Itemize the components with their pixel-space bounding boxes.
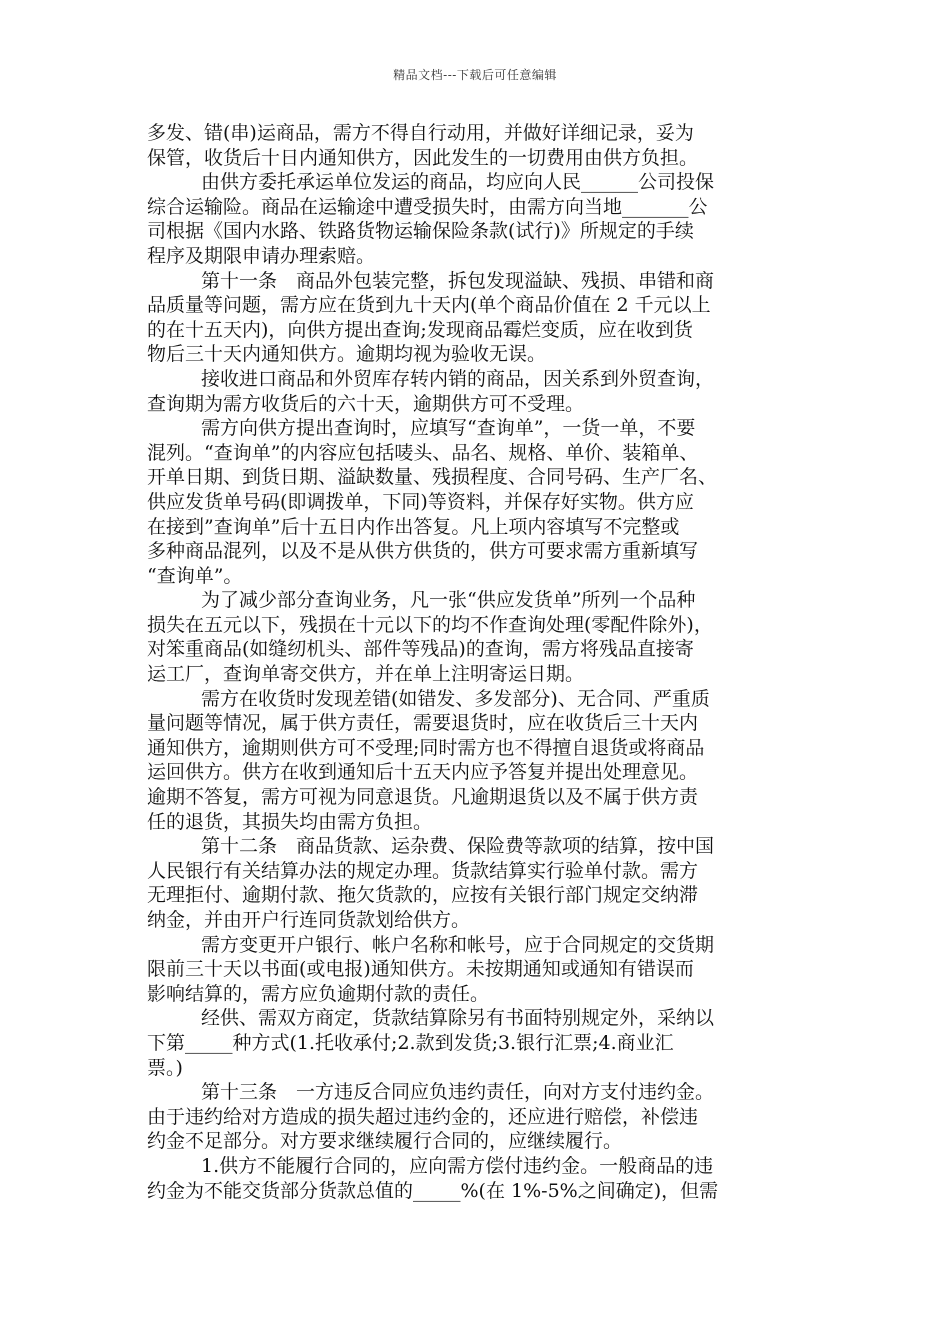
text-line: 品质量等问题，需方应在货到九十天内(单个商品价值在 2 千元以上: [147, 294, 711, 317]
text-line: 物后三十天内通知供方。逾期均视为验收无误。: [147, 343, 547, 366]
text-line: 逾期不答复，需方可视为同意退货。凡逾期退货以及不属于供方责: [147, 786, 699, 809]
text-line: 由于违约给对方造成的损失超过违约金的，还应进行赔偿，补偿违: [147, 1105, 699, 1128]
page-header: 精品文档---下载后可任意编辑: [393, 68, 557, 82]
text-line: 需方在收货时发现差错(如错发、多发部分)、无合同、严重质: [201, 687, 710, 710]
text-line: 第十二条 商品货款、运杂费、保险费等款项的结算，按中国: [201, 835, 715, 858]
text-line: 混列。“查询单”的内容应包括唛头、品名、规格、单价、装箱单、: [147, 441, 699, 464]
text-line: 对笨重商品(如缝纫机头、部件等残品)的查询，需方将残品直接寄: [147, 638, 694, 661]
text-line: 为了减少部分查询业务，凡一张“供应发货单”所列一个品种: [201, 589, 696, 612]
text-line: 多种商品混列，以及不是从供方供货的，供方可要求需方重新填写: [147, 540, 699, 563]
text-line: 1.供方不能履行合同的，应向需方偿付违约金。一般商品的违: [201, 1154, 714, 1177]
text-line: 综合运输险。商品在运输途中遭受损失时，由需方向当地_______公: [147, 195, 708, 218]
text-line: “查询单”。: [147, 564, 243, 587]
text-line: 量问题等情况，属于供方责任，需要退货时，应在收货后三十天内: [147, 712, 699, 735]
text-line: 司根据《国内水路、铁路货物运输保险条款(试行)》所规定的手续: [147, 220, 694, 243]
text-line: 多发、错(串)运商品，需方不得自行动用，并做好详细记录，妥为: [147, 122, 694, 144]
text-line: 无理拒付、逾期付款、拖欠货款的，应按有关银行部门规定交纳滞: [147, 884, 699, 907]
text-line: 保管，收货后十日内通知供方，因此发生的一切费用由供方负担。: [147, 146, 699, 169]
text-line: 由供方委托承运单位发运的商品，均应向人民______公司投保: [201, 171, 715, 194]
document-body: [147, 121, 807, 1203]
text-line: 查询期为需方收货后的六十天，逾期供方可不受理。: [147, 392, 585, 415]
text-line: 约金为不能交货部分货款总值的_____%(在 1%-5%之间确定)，但需: [147, 1179, 719, 1202]
text-line: 在接到”查询单”后十五日内作出答复。凡上项内容填写不完整或: [147, 515, 680, 538]
text-line: 运工厂，查询单寄交供方，并在单上注明寄运日期。: [147, 663, 585, 686]
text-line: 接收进口商品和外贸库存转内销的商品，因关系到外贸查询，: [201, 367, 715, 390]
text-line: 开单日期、到货日期、溢缺数量、残损程度、合同号码、生产厂名、: [147, 466, 718, 489]
text-line: 票。): [147, 1056, 183, 1079]
text-line: 经供、需双方商定，货款结算除另有书面特别规定外，采纳以: [201, 1007, 715, 1030]
text-line: 下第_____种方式(1.托收承付;2.款到发货;3.银行汇票;4.商业汇: [147, 1031, 674, 1054]
text-line: 纳金，并由开户行连同货款划给供方。: [147, 909, 471, 931]
text-line: 第十一条 商品外包装完整，拆包发现溢缺、残损、串错和商: [201, 269, 715, 292]
text-line: 限前三十天以书面(或电报)通知供方。未按期通知或通知有错误而: [147, 958, 694, 981]
text-line: 人民银行有关结算办法的规定办理。货款结算实行验单付款。需方: [147, 859, 699, 882]
text-line: 任的退货，其损失均由需方负担。: [147, 810, 433, 833]
text-line: 需方变更开户银行、帐户名称和帐号，应于合同规定的交货期: [201, 933, 715, 956]
text-line: 运回供方。供方在收到通知后十五天内应予答复并提出处理意见。: [147, 761, 699, 784]
text-line: 影响结算的，需方应负逾期付款的责任。: [147, 982, 490, 1005]
text-line: 第十三条 一方违反合同应负违约责任，向对方支付违约金。: [201, 1081, 715, 1104]
text-line: 需方向供方提出查询时，应填写“查询单”，一货一单，不要: [201, 417, 696, 440]
text-line: 的在十五天内)，向供方提出查询;发现商品霉烂变质，应在收到货: [147, 318, 693, 341]
text-line: 约金不足部分。对方要求继续履行合同的，应继续履行。: [147, 1130, 623, 1153]
text-line: 供应发货单号码(即调拨单，下同)等资料，并保存好实物。供方应: [147, 490, 694, 513]
text-line: 损失在五元以下，残损在十元以下的均不作查询处理(零配件除外)，: [147, 613, 713, 636]
text-line: 通知供方，逾期则供方可不受理;同时需方也不得擅自退货或将商品: [147, 736, 705, 759]
text-line: 程序及期限申请办理索赔。: [147, 244, 376, 267]
